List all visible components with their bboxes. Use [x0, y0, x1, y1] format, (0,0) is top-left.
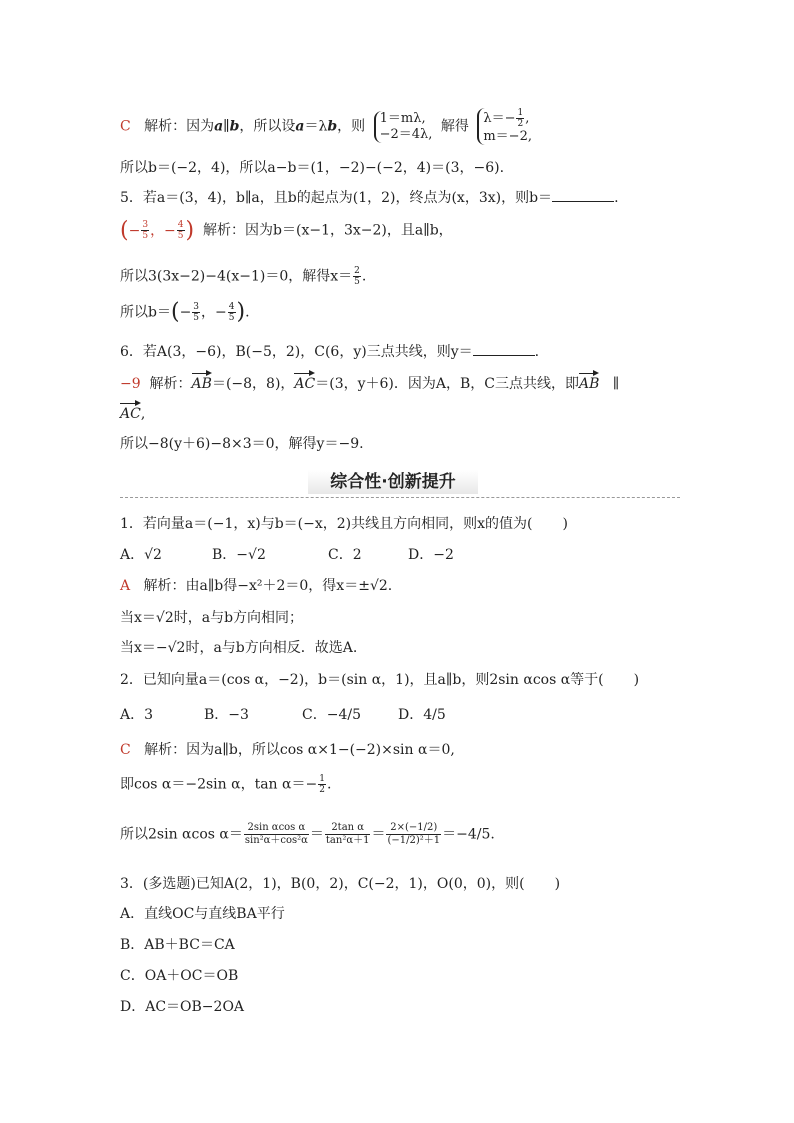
q5-solution-line3: 所以b＝(− $\frac{3}{5}$ ，− $\frac{4}{5}$ ).: [120, 299, 250, 325]
section-title: 综合性·创新提升: [308, 470, 478, 494]
option-d: D．−2: [408, 547, 454, 563]
answer-value: (− $\frac{3}{5}$ ，− $\frac{4}{5}$ ): [120, 217, 195, 243]
q5-answer-line: (− $\frac{3}{5}$ ，− $\frac{4}{5}$ ) 解析：因为b＝(x−1，3x−2)，且a∥b，: [120, 217, 453, 243]
p1-options: [120, 545, 454, 565]
solution-label: 解析：: [143, 578, 186, 594]
section-divider: [120, 497, 680, 498]
q5-stem: 5．若a＝(3，4)，b∥a，且b的起点为(1，2)，终点为(x，3x)，则b＝ .: [120, 190, 619, 206]
option-b: B．AB＋BC＝CA: [120, 937, 235, 953]
p2-options: [120, 705, 446, 725]
p1-solution-line1: A 解析：由a∥b得−x²＋2＝0，得x＝±√2.: [120, 578, 393, 594]
p2-stem: 2．已知向量a＝(cos α，−2)，b＝(sin α，1)，且a∥b，则2sin αcos α等于( ): [120, 672, 640, 688]
p2-solution-line3: 所以2sin αcos α＝ $\frac{\text{2sin αcos α}}{\text{sin²α＋cos²α}}$ ＝ $\frac{\text{2tan α}}{\text{tan²α＋1}}$ ＝ $\frac{2\times(-1/2)}{\text{(−1/2)²＋1}}$ ＝−4/5.: [120, 822, 495, 846]
answer-letter: C: [120, 118, 131, 135]
p1-solution-line3: 当x＝−√2时，a与b方向相反．故选A.: [120, 640, 358, 656]
solution-label: 解析：: [144, 118, 187, 135]
q6-solution-line2: AC,: [120, 406, 146, 422]
q6-solution-line1: −9 解析：AB＝(−8，8)，AC＝(3，y＋6)．因为A，B，C三点共线，即AB ∥: [120, 376, 620, 392]
answer-blank: [473, 355, 535, 356]
q5-solution-line2: 所以3(3x−2)−4(x−1)＝0，解得x＝ $\frac{2}{5}$ .: [120, 266, 367, 287]
solution-label: 解析：: [144, 742, 187, 758]
p2-solution-line1: C 解析：因为a∥b，所以cos α×1−(−2)×sin α＝0,: [120, 742, 455, 758]
equation-system-2: λ＝− $\frac{1}{2}$ , m＝−2,: [477, 108, 532, 145]
option-c: C．OA＋OC＝OB: [120, 968, 239, 984]
option-a: A．3: [120, 707, 154, 723]
option-b: B．−3: [204, 707, 249, 723]
option-d: D．AC＝OB−2OA: [120, 999, 245, 1015]
answer-value: −9: [120, 376, 141, 392]
q4-solution-line1: C 解析：因为a∥b，所以设a＝λb，则 1＝mλ, −2＝4λ, 解得 λ＝− $\frac{1}{2}$ , m＝−2,: [120, 108, 532, 144]
answer-letter: C: [120, 742, 131, 758]
q6-stem: 6．若A(3，−6)，B(−5，2)，C(6，y)三点共线，则y＝ .: [120, 344, 540, 360]
q6-solution-line3: 所以−8(y＋6)−8×3＝0，解得y＝−9.: [120, 436, 364, 452]
p1-solution-line2: 当x＝√2时，a与b方向相同；: [120, 610, 304, 626]
option-b: B．−√2: [212, 547, 266, 563]
equation-system-1: 1＝mλ, −2＝4λ,: [374, 111, 433, 143]
p3-stem: 3．(多选题)已知A(2，1)，B(0，2)，C(−2，1)，O(0，0)，则( ): [120, 876, 561, 892]
option-c: C．2: [328, 547, 362, 563]
option-d: D．4/5: [398, 707, 446, 723]
p1-stem: 1．若向量a＝(−1，x)与b＝(−x，2)共线且方向相同，则x的值为( ): [120, 516, 568, 532]
option-a: A．直线OC与直线BA平行: [120, 906, 285, 922]
answer-letter: A: [120, 578, 131, 594]
option-c: C．−4/5: [302, 707, 361, 723]
p2-solution-line2: 即cos α＝−2sin α，tan α＝− $\frac{1}{2}$ .: [120, 774, 332, 795]
answer-blank: [552, 201, 614, 202]
option-a: A．√2: [120, 547, 162, 563]
solution-label: 解析：: [203, 222, 246, 239]
solution-label: 解析：: [149, 376, 192, 392]
q4-solution-line2: 所以b＝(−2，4)，所以a−b＝(1，−2)−(−2，4)＝(3，−6).: [120, 160, 505, 176]
